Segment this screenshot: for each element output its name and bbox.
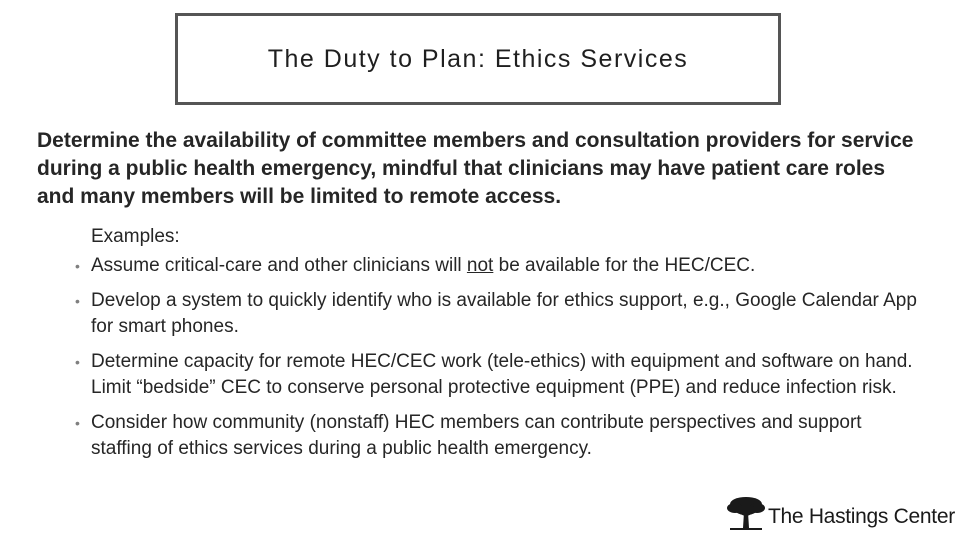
examples-label: Examples: [91,226,180,247]
bullet-text: Develop a system to quickly identify who is available for ethics support, e.g., Google Calendar App for smart phones. [91,290,917,337]
intro-paragraph: Determine the availability of committee members and consultation providers for service during a public health emergency, mindful that clinicians may have patient care roles and many members will be limited to remote access. [37,129,914,208]
bullet-item [75,288,925,340]
bullet-item [75,410,925,462]
bullet-text-emphasis: not [466,255,494,276]
bullet-marker: • [75,258,80,274]
bullet-text: Consider how community (nonstaff) HEC members can contribute perspectives and support staffing of ethics services during a public health emergency. [91,412,862,459]
bullet-text-end: be available for the HEC/CEC. [493,255,756,276]
bullet-item [75,349,925,401]
bullet-marker: • [75,415,80,431]
title-box [175,13,781,105]
slide-title: The Duty to Plan: Ethics Services [267,44,689,73]
bullet-marker: • [75,354,80,370]
bullet-text-start: Assume critical-care and other clinicians will [91,255,467,276]
bullet-item [75,253,925,279]
bullet-marker: • [75,293,80,309]
bullet-list [75,253,925,471]
tree-icon [726,495,766,533]
hastings-center-logo [726,493,956,533]
logo-text: The Hastings Center [768,505,955,528]
bullet-text: Determine capacity for remote HEC/CEC work (tele-ethics) with equipment and software on hand. Limit “bedside” CEC to conserve personal protective equipment (PPE) and reduce infection risk. [91,351,913,398]
